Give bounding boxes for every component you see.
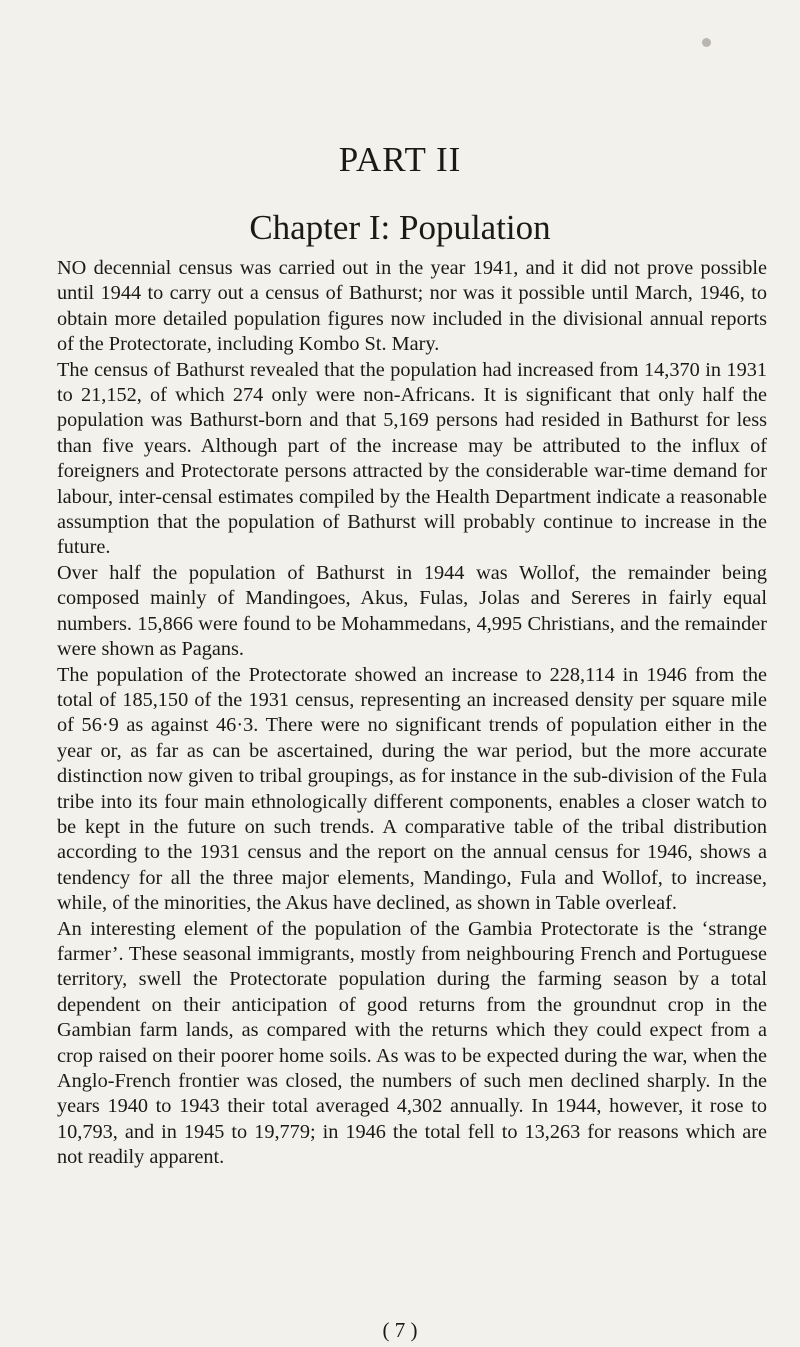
page-speck (702, 38, 711, 47)
page-number: ( 7 ) (382, 1318, 418, 1342)
paragraph-strange-farmer: An interesting element of the population of the Gambia Protectorate is the ‘strange farmer’. These seasonal immigrants, mostly from neighbouring French and Portuguese territory, swell the Protectorate population during the farming season by a total dependent on their anticipation of good returns from the groundnut crop in the Gambian farm lands, as compared with the returns which they could expect from a crop raised on their poorer home soils. As was to be expected during the war, when the Anglo-French frontier was closed, the numbers of such men declined sharply. In the years 1940 to 1943 their total averaged 4,302 annually. In 1944, however, it rose to 10,793, and in 1945 to 19,779; in 1946 the total fell to 13,263 for reasons which are not readily apparent. (57, 917, 767, 1169)
paragraph-intro: NO decennial census was carried out in the year 1941, and it did not prove possible until 1944 to carry out a census of Bathurst; nor was it possible until March, 1946, to obtain more detailed population figures now included in the divisional annual reports of the Protectorate, including Kombo St. Mary. (57, 257, 767, 356)
paragraph-bathurst-census: The census of Bathurst revealed that the population had increased from 14,370 in 1931 to 21,152, of which 274 only were non-Africans. It is significant that only half the population was Bathurst-born and that 5,169 persons had resided in Bathurst for less than five years. Although part of the increase may be attributed to the influx of foreigners and Protectorate persons attracted by the considerable war-time demand for labour, inter-censal estimates compiled by the Health Department indicate a reasonable assumption that the population of Bathurst will probably continue to increase in the future. (57, 358, 767, 559)
chapter-heading: Chapter I: Population (249, 208, 551, 247)
paragraph-protectorate-population: The population of the Protectorate showed an increase to 228,114 in 1946 from the total of 185,150 of the 1931 census, representing an increased density per square mile of 56·9 as against 46·3. There were no significant trends of population either in the year or, as far as can be ascertained, during the war period, but the more accurate distinction now given to tribal groupings, as for instance in the sub-division of the Fula tribe into its four main ethnologically different components, enables a closer watch to be kept in the future on such trends. A comparative table of the tribal distribution according to the 1931 census and the report on the annual census for 1946, shows a tendency for all the three major elements, Mandingo, Fula and Wollof, to increase, while, of the minorities, the Akus have declined, as shown in Table overleaf. (57, 663, 767, 915)
body-text (57, 256, 767, 1171)
paragraph-bathurst-composition: Over half the population of Bathurst in 1944 was Wollof, the remainder being composed mainly of Mandingoes, Akus, Fulas, Jolas and Sereres in fairly equal numbers. 15,866 were found to be Mohammedans, 4,995 Christians, and the remainder were shown as Pagans. (57, 561, 767, 661)
part-heading: PART II (338, 140, 462, 179)
